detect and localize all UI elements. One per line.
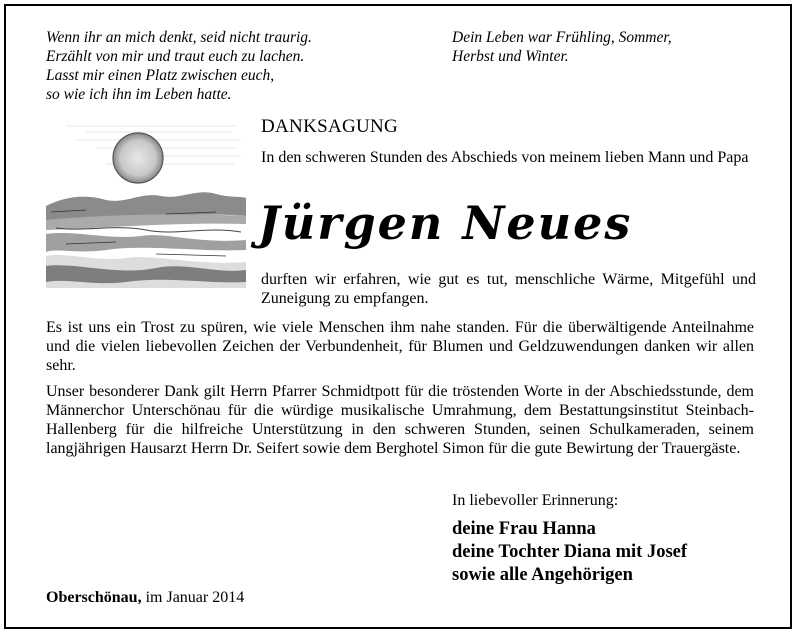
- memory-line: In liebevoller Erinnerung:: [452, 492, 619, 509]
- poem-line: Erzählt von mir und traut euch zu lachen.: [46, 48, 305, 65]
- after-name-text: durften wir erfahren, wie gut es tut, menschliche Wärme, Mitgefühl und Zuneigung zu empfangen.: [261, 271, 756, 307]
- signature-line: sowie alle Angehörigen: [452, 565, 633, 585]
- sun-shape: [113, 133, 163, 183]
- place-date: [46, 589, 244, 607]
- poem-line: so wie ich ihn im Leben hatte.: [46, 86, 232, 103]
- place: Oberschönau,: [46, 589, 142, 606]
- deceased-name: Jürgen Neues: [258, 196, 633, 250]
- signature-line: deine Frau Hanna: [452, 519, 596, 539]
- poem-line: Dein Leben war Frühling, Sommer,: [452, 29, 672, 46]
- poem-line: Herbst und Winter.: [452, 48, 569, 65]
- poem-line: Wenn ihr an mich denkt, seid nicht traurig.: [46, 29, 312, 46]
- poem-line: Lasst mir einen Platz zwischen euch,: [46, 67, 275, 84]
- signature-line: deine Tochter Diana mit Josef: [452, 542, 688, 562]
- paragraph-1: Es ist uns ein Trost zu spüren, wie viele Menschen ihm nahe standen. Für die überwältigende Anteilnahme und die vielen liebevollen Zeichen der Verbundenheit, für Blumen und Geldzuwendungen danken wir allen sehr.: [46, 319, 754, 374]
- landscape-sketch-image: [46, 116, 246, 288]
- poem-left: [46, 28, 312, 104]
- paragraph-2: Unser besonderer Dank gilt Herrn Pfarrer Schmidtpott für die tröstenden Worte in der Abschiedsstunde, dem Männerchor Unterschönau für die würdige musikalische Umrahmung, dem Bestattungsinstitut Steinbach-Hallenberg für die hilfreiche Unterstützung in den schweren Stunden, seinen Schulkameraden, seinem langjährigen Hausarzt Herrn Dr. Seifert sowie dem Berghotel Simon für die gute Bewirtung der Trauergäste.: [46, 383, 754, 457]
- poem-right: [452, 28, 672, 66]
- heading: DANKSAGUNG: [261, 116, 399, 137]
- intro-text: In den schweren Stunden des Abschieds von meinem lieben Mann und Papa: [261, 149, 749, 166]
- date: im Januar 2014: [141, 589, 245, 606]
